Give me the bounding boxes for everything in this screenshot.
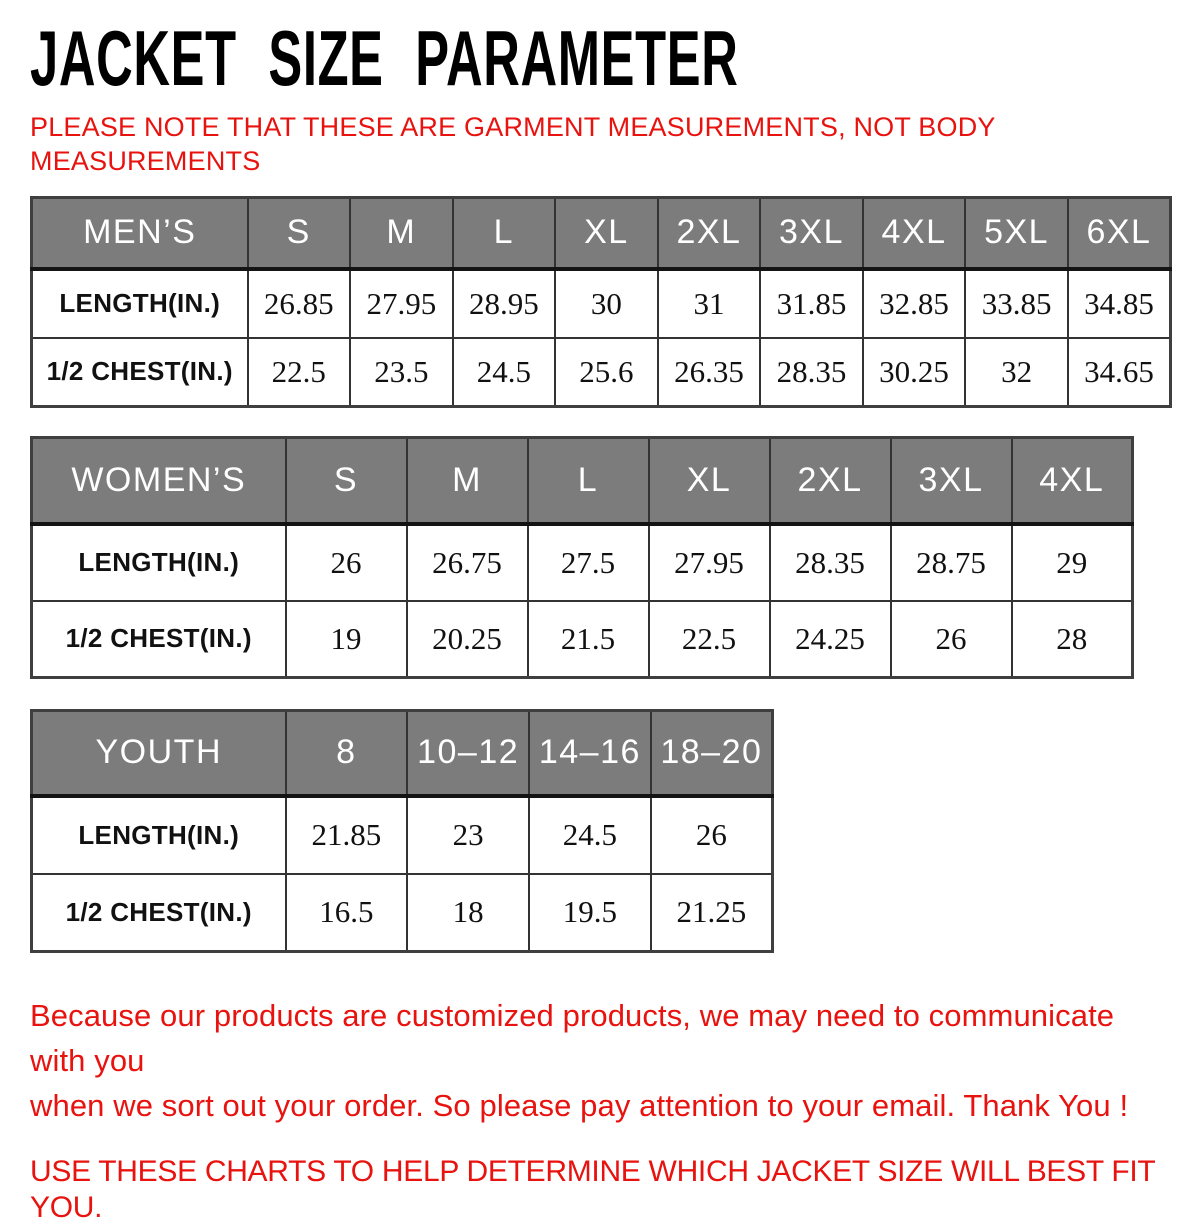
row-label-cell: LENGTH(IN.)	[32, 524, 286, 601]
mens-size-table	[30, 196, 1172, 408]
value-cell: 26.75	[407, 524, 528, 601]
value-cell: 26.85	[248, 269, 351, 338]
customization-notice-line-1: Because our products are customized products, we may need to communicate with you	[30, 998, 1115, 1079]
size-header-cell: XL	[649, 438, 770, 524]
value-cell: 16.5	[286, 874, 408, 952]
value-cell: 33.85	[965, 269, 1068, 338]
measurement-row	[32, 874, 773, 952]
size-header-row	[32, 711, 773, 796]
size-header-cell: 2XL	[770, 438, 891, 524]
size-chart-page	[0, 16, 1200, 1226]
size-header-cell: 6XL	[1068, 198, 1171, 269]
size-header-cell: 4XL	[863, 198, 966, 269]
value-cell: 26.35	[658, 338, 761, 407]
value-cell: 34.85	[1068, 269, 1171, 338]
group-header-cell: WOMEN’S	[32, 438, 286, 524]
size-header-cell: 4XL	[1012, 438, 1133, 524]
value-cell: 21.85	[286, 796, 408, 874]
value-cell: 26	[891, 601, 1012, 678]
value-cell: 28.95	[453, 269, 556, 338]
fit-advice-line: USE THESE CHARTS TO HELP DETERMINE WHICH JACKET SIZE WILL BEST FIT YOU.	[30, 1155, 1155, 1225]
value-cell: 18	[407, 874, 529, 952]
value-cell: 24.25	[770, 601, 891, 678]
value-cell: 20.25	[407, 601, 528, 678]
size-header-cell: L	[453, 198, 556, 269]
value-cell: 25.6	[555, 338, 658, 407]
value-cell: 28.35	[770, 524, 891, 601]
value-cell: 28.35	[760, 338, 863, 407]
measurement-row	[32, 601, 1133, 678]
page-title: JACKET SIZE PARAMETER	[30, 14, 739, 102]
value-cell: 32	[965, 338, 1068, 407]
value-cell: 26	[286, 524, 407, 601]
group-header-cell: YOUTH	[32, 711, 286, 796]
row-label-cell: 1/2 CHEST(IN.)	[32, 601, 286, 678]
value-cell: 34.65	[1068, 338, 1171, 407]
value-cell: 26	[651, 796, 773, 874]
note-line-2: MEASUREMENTS	[30, 146, 261, 177]
size-header-cell: XL	[555, 198, 658, 269]
measurement-row	[32, 338, 1171, 407]
value-cell: 23	[407, 796, 529, 874]
value-cell: 19	[286, 601, 407, 678]
value-cell: 28.75	[891, 524, 1012, 601]
value-cell: 24.5	[529, 796, 651, 874]
row-label-cell: LENGTH(IN.)	[32, 269, 248, 338]
size-header-cell: 2XL	[658, 198, 761, 269]
garment-measurement-note	[30, 110, 1172, 178]
group-header-cell: MEN’S	[32, 198, 248, 269]
size-header-cell: M	[407, 438, 528, 524]
size-header-cell: 3XL	[891, 438, 1012, 524]
size-header-cell: S	[286, 438, 407, 524]
value-cell: 32.85	[863, 269, 966, 338]
measurement-row	[32, 269, 1171, 338]
size-header-row	[32, 438, 1133, 524]
row-label-cell: LENGTH(IN.)	[32, 796, 286, 874]
youth-size-table	[30, 709, 774, 953]
size-header-cell: M	[350, 198, 453, 269]
customization-notice	[30, 993, 1172, 1128]
size-header-cell: S	[248, 198, 351, 269]
value-cell: 22.5	[248, 338, 351, 407]
value-cell: 29	[1012, 524, 1133, 601]
size-header-cell: 14–16	[529, 711, 651, 796]
value-cell: 23.5	[350, 338, 453, 407]
size-header-row	[32, 198, 1171, 269]
value-cell: 24.5	[453, 338, 556, 407]
value-cell: 30	[555, 269, 658, 338]
value-cell: 30.25	[863, 338, 966, 407]
value-cell: 21.5	[528, 601, 649, 678]
size-header-cell: 3XL	[760, 198, 863, 269]
size-header-cell: 8	[286, 711, 408, 796]
value-cell: 27.95	[649, 524, 770, 601]
customization-notice-line-2: when we sort out your order. So please pay attention to your email. Thank You !	[30, 1088, 1129, 1124]
measurement-row	[32, 796, 773, 874]
size-header-cell: 18–20	[651, 711, 773, 796]
value-cell: 31	[658, 269, 761, 338]
womens-size-table	[30, 436, 1134, 679]
size-header-cell: 10–12	[407, 711, 529, 796]
row-label-cell: 1/2 CHEST(IN.)	[32, 874, 286, 952]
value-cell: 31.85	[760, 269, 863, 338]
value-cell: 19.5	[529, 874, 651, 952]
value-cell: 27.5	[528, 524, 649, 601]
measurement-row	[32, 524, 1133, 601]
value-cell: 28	[1012, 601, 1133, 678]
value-cell: 22.5	[649, 601, 770, 678]
row-label-cell: 1/2 CHEST(IN.)	[32, 338, 248, 407]
value-cell: 27.95	[350, 269, 453, 338]
size-header-cell: 5XL	[965, 198, 1068, 269]
size-header-cell: L	[528, 438, 649, 524]
value-cell: 21.25	[651, 874, 773, 952]
note-line-1: PLEASE NOTE THAT THESE ARE GARMENT MEASUREMENTS, NOT BODY	[30, 112, 996, 143]
